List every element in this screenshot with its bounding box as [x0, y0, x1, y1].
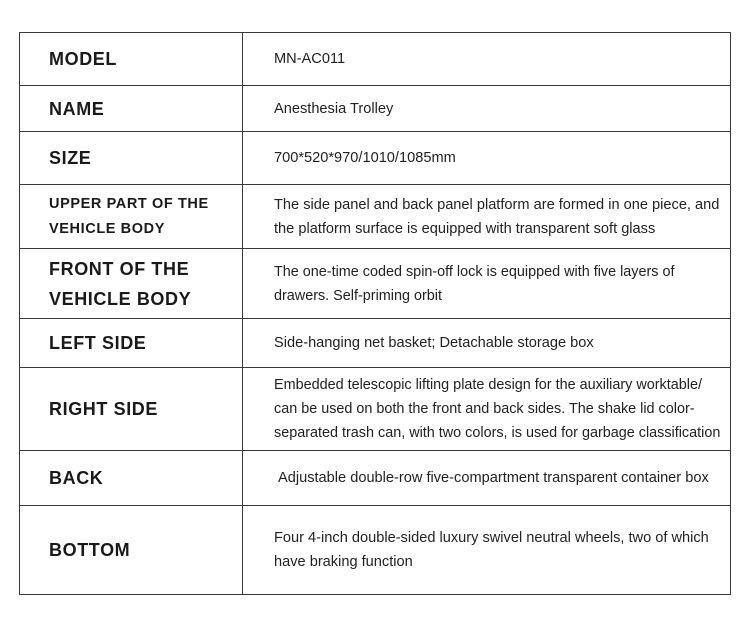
table-row — [20, 249, 731, 319]
row-label: FRONT OF THE VEHICLE BODY — [20, 249, 243, 319]
row-label: BACK — [20, 451, 243, 506]
row-value: Side-hanging net basket; Detachable storage box — [243, 319, 731, 368]
table-row — [20, 319, 731, 368]
row-label: LEFT SIDE — [20, 319, 243, 368]
spec-table — [19, 32, 731, 595]
table-row — [20, 132, 731, 185]
row-value: Anesthesia Trolley — [243, 86, 731, 132]
row-label: RIGHT SIDE — [20, 368, 243, 451]
row-value: MN-AC011 — [243, 33, 731, 86]
row-label: SIZE — [20, 132, 243, 185]
row-label: MODEL — [20, 33, 243, 86]
row-label: NAME — [20, 86, 243, 132]
table-row — [20, 506, 731, 595]
table-row — [20, 33, 731, 86]
table-row — [20, 368, 731, 451]
row-value: The one-time coded spin-off lock is equipped with five layers of drawers. Self-priming orbit — [243, 249, 731, 319]
row-value: Four 4-inch double-sided luxury swivel neutral wheels, two of which have braking function — [243, 506, 731, 595]
table-row — [20, 185, 731, 249]
row-label: BOTTOM — [20, 506, 243, 595]
row-value: Adjustable double-row five-compartment transparent container box — [243, 451, 731, 506]
row-value: 700*520*970/1010/1085mm — [243, 132, 731, 185]
row-label: UPPER PART OF THE VEHICLE BODY — [20, 185, 243, 249]
table-row — [20, 451, 731, 506]
table-row — [20, 86, 731, 132]
row-value: Embedded telescopic lifting plate design for the auxiliary worktable/ can be used on both the front and back sides. The shake lid color-separated trash can, with two colors, is used for garbage classification — [243, 368, 731, 451]
row-value: The side panel and back panel platform are formed in one piece, and the platform surface is equipped with transparent soft glass — [243, 185, 731, 249]
